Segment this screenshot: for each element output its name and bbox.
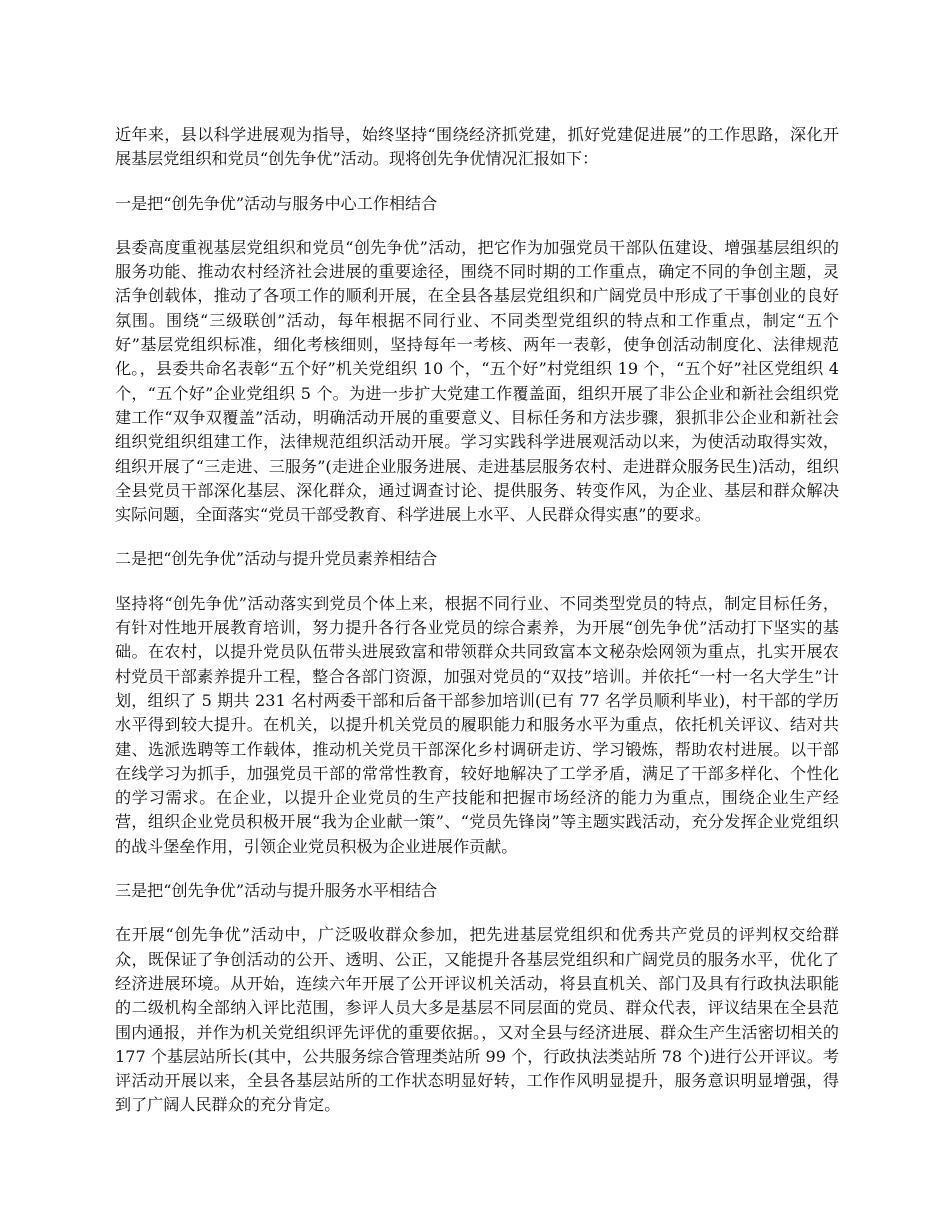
section-3-body: 在开展“创先争优”活动中，广泛吸收群众参加，把先进基层党组织和优秀共产党员的评判权交给群众，既保证了争创活动的公开、透明、公正，又能提升各基层党组织和广阔党员的服务水平，优化了经济进展环境。从开始，连续六年开展了公开评议机关活动，将县直机关、部门及具有行政执法职能的二级机构全部纳入评比范围，参评人员大多是基层不同层面的党员、群众代表，评议结果在全县范围内通报，并作为机关党组织评先评优的重要依据。，又对全县与经济进展、群众生产生活密切相关的 177 个基层站所长(其中，公共服务综合管理类站所 99 个，行政执法类站所 78 个)进行公开评议。考评活动开展以来，全县各基层站所的工作状态明显好转，工作作风明显提升，服务意识明显增强，得到了广阔人民群众的充分肯定。	[115, 925, 839, 1115]
intro-paragraph: 近年来，县以科学进展观为指导，始终坚持“围绕经济抓党建，抓好党建促进展”的工作思路，深化开展基层党组织和党员“创先争优”活动。现将创先争优情况汇报如下：	[115, 125, 839, 169]
section-2-heading: 二是把“创先争优”活动与提升党员素养相结合	[115, 549, 438, 569]
section-1-heading: 一是把“创先争优”活动与服务中心工作相结合	[115, 193, 438, 213]
document-page	[115, 123, 839, 1138]
section-1-body: 县委高度重视基层党组织和党员“创先争优”活动，把它作为加强党员干部队伍建设、增强基层组织的服务功能、推动农村经济社会进展的重要途径，围绕不同时期的工作重点，确定不同的争创主题，灵活争创载体，推动了各项工作的顺利开展，在全县各基层党组织和广阔党员中形成了干事创业的良好氛围。围绕“三级联创”活动，每年根据不同行业、不同类型党组织的特点和工作重点，制定“五个好”基层党组织标准，细化考核细则，坚持每年一考核、两年一表彰，使争创活动制度化、法律规范化。，县委共命名表彰“五个好”机关党组织 10 个，“五个好”村党组织 19 个，“五个好”社区党组织 4 个，“五个好”企业党组织 5 个。为进一步扩大党建工作覆盖面，组织开展了非公企业和新社会组织党建工作“双争双覆盖”活动，明确活动开展的重要意义、目标任务和方法步骤，狠抓非公企业和新社会组织党组织组建工作，法律规范组织活动开展。学习实践科学进展观活动以来，为使活动取得实效，组织开展了“三走进、三服务”(走进企业服务进展、走进基层服务农村、走进群众服务民生)活动，组织全县党员干部深化基层、深化群众，通过调查讨论、提供服务、转变作风，为企业、基层和群众解决实际问题，全面落实“党员干部受教育、科学进展上水平、人民群众得实惠”的要求。	[115, 237, 839, 525]
section-2-body: 坚持将“创先争优”活动落实到党员个体上来，根据不同行业、不同类型党员的特点，制定目标任务，有针对性地开展教育培训，努力提升各行各业党员的综合素养，为开展“创先争优”活动打下坚实的基础。在农村，以提升党员队伍带头进展致富和带领群众共同致富本文秘杂烩网领为重点，扎实开展农村党员干部素养提升工程，整合各部门资源，加强对党员的“双技”培训。并依托“一村一名大学生”计划，组织了 5 期共 231 名村两委干部和后备干部参加培训(已有 77 名学员顺利毕业)，村干部的学历水平得到较大提升。在机关，以提升机关党员的履职能力和服务水平为重点，依托机关评议、结对共建、选派选聘等工作载体，推动机关党员干部深化乡村调研走访、学习锻炼，帮助农村进展。以干部在线学习为抓手，加强党员干部的常常性教育，较好地解决了工学矛盾，满足了干部多样化、个性化的学习需求。在企业，以提升企业党员的生产技能和把握市场经济的能力为重点，围绕企业生产经营，组织企业党员积极开展“我为企业献一策”、“党员先锋岗”等主题实践活动，充分发挥企业党组织的战斗堡垒作用，引领企业党员积极为企业进展作贡献。	[115, 593, 839, 856]
section-3-heading: 三是把“创先争优”活动与提升服务水平相结合	[115, 881, 438, 901]
